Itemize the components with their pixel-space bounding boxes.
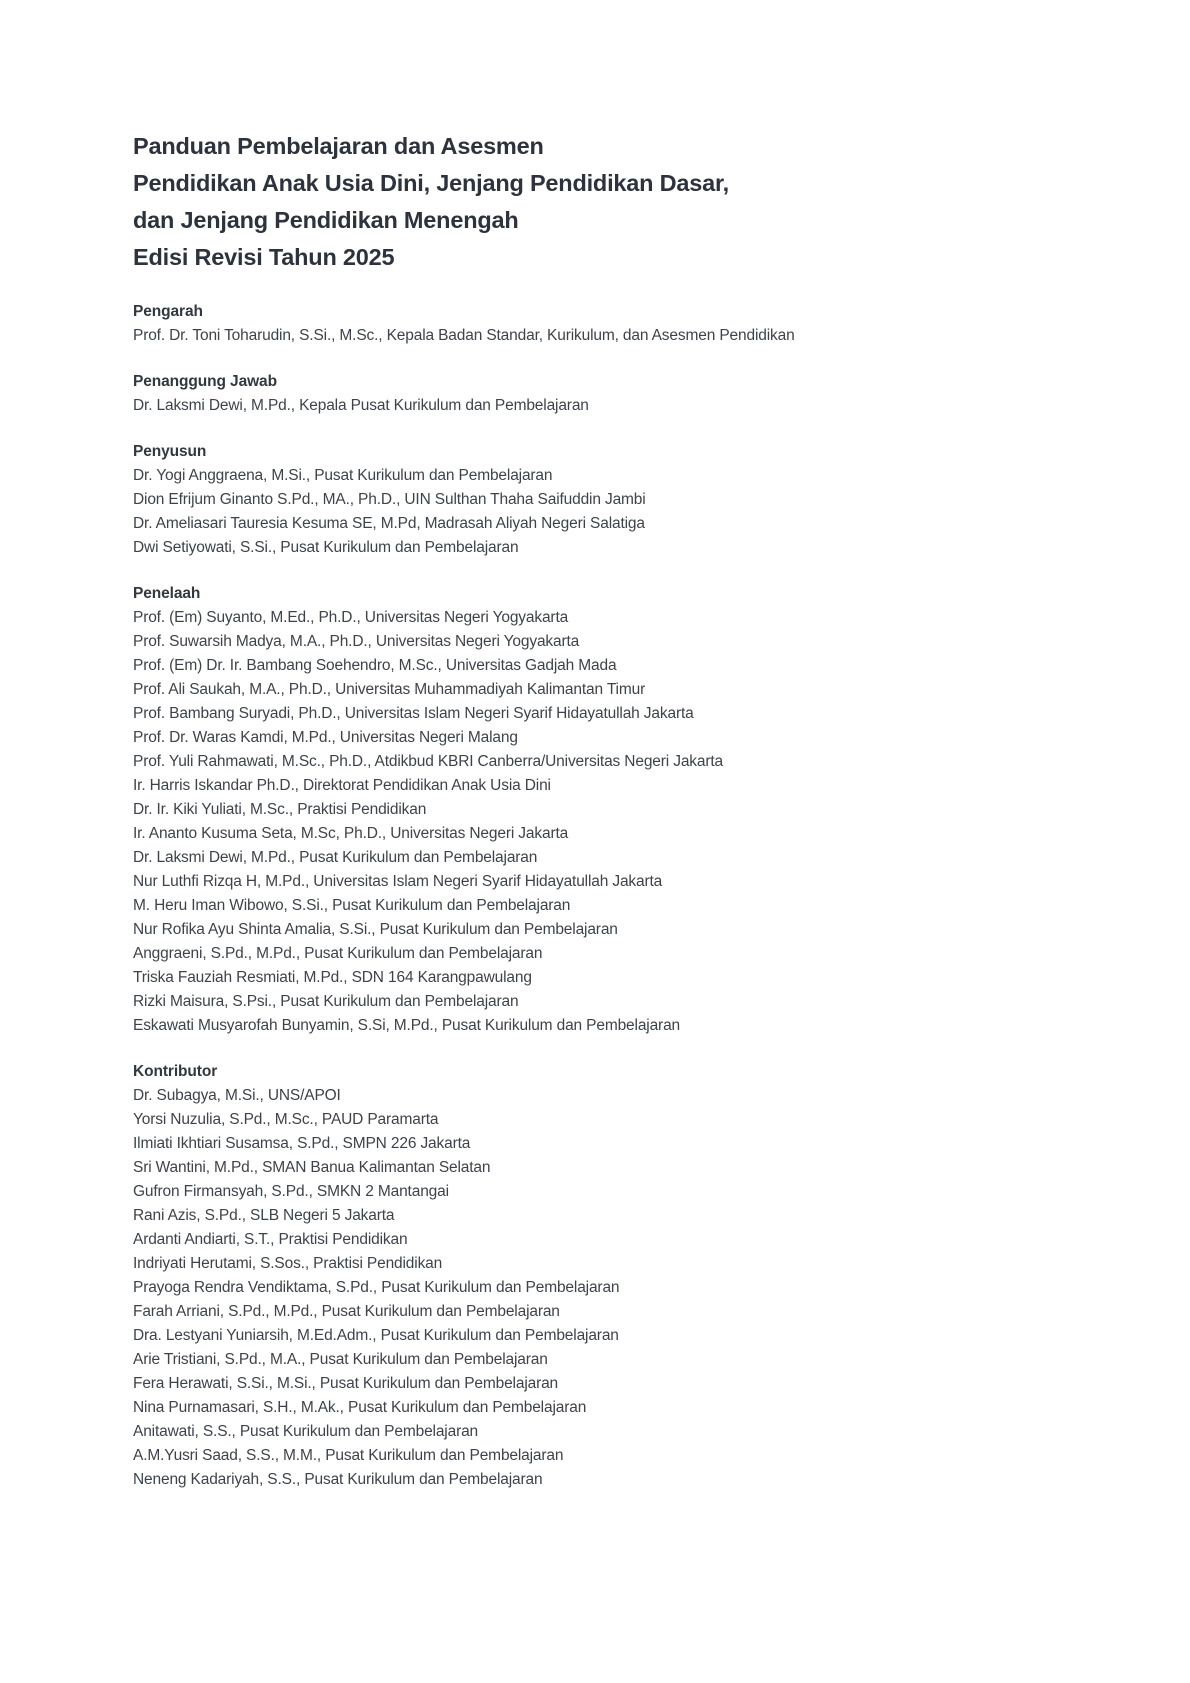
credits-section	[133, 440, 1083, 560]
credits-section	[133, 300, 1083, 348]
credit-line: Dr. Laksmi Dewi, M.Pd., Pusat Kurikulum dan Pembelajaran	[133, 849, 538, 866]
credit-line: Nur Luthfi Rizqa H, M.Pd., Universitas Islam Negeri Syarif Hidayatullah Jakarta	[133, 873, 663, 890]
credit-line: Neneng Kadariyah, S.S., Pusat Kurikulum dan Pembelajaran	[133, 1471, 543, 1488]
credit-line: Dr. Subagya, M.Si., UNS/APOI	[133, 1087, 341, 1104]
title-line: Pendidikan Anak Usia Dini, Jenjang Pendidikan Dasar,	[133, 170, 729, 196]
section-heading: Penanggung Jawab	[133, 373, 277, 390]
credit-line: Prof. Dr. Waras Kamdi, M.Pd., Universitas Negeri Malang	[133, 729, 518, 746]
credit-line: Ilmiati Ikhtiari Susamsa, S.Pd., SMPN 226 Jakarta	[133, 1135, 471, 1152]
credits-section	[133, 582, 1083, 1038]
credit-line: Prof. Dr. Toni Toharudin, S.Si., M.Sc., Kepala Badan Standar, Kurikulum, dan Asesmen Pendidikan	[133, 327, 795, 344]
credit-line: Dwi Setiyowati, S.Si., Pusat Kurikulum dan Pembelajaran	[133, 539, 519, 556]
credit-line: Prof. Bambang Suryadi, Ph.D., Universitas Islam Negeri Syarif Hidayatullah Jakarta	[133, 705, 694, 722]
credit-line: A.M.Yusri Saad, S.S., M.M., Pusat Kurikulum dan Pembelajaran	[133, 1447, 564, 1464]
page-content	[133, 128, 1083, 1514]
credit-line: Yorsi Nuzulia, S.Pd., M.Sc., PAUD Paramarta	[133, 1111, 439, 1128]
credit-line: Sri Wantini, M.Pd., SMAN Banua Kalimantan Selatan	[133, 1159, 491, 1176]
credit-line: Nina Purnamasari, S.H., M.Ak., Pusat Kurikulum dan Pembelajaran	[133, 1399, 587, 1416]
credit-line: Rani Azis, S.Pd., SLB Negeri 5 Jakarta	[133, 1207, 395, 1224]
credit-line: Anitawati, S.S., Pusat Kurikulum dan Pembelajaran	[133, 1423, 479, 1440]
credit-line: M. Heru Iman Wibowo, S.Si., Pusat Kurikulum dan Pembelajaran	[133, 897, 571, 914]
credit-line: Fera Herawati, S.Si., M.Si., Pusat Kurikulum dan Pembelajaran	[133, 1375, 559, 1392]
credit-line: Dr. Ameliasari Tauresia Kesuma SE, M.Pd, Madrasah Aliyah Negeri Salatiga	[133, 515, 645, 532]
credits-section	[133, 370, 1083, 418]
section-heading: Kontributor	[133, 1063, 218, 1080]
credit-line: Prof. Ali Saukah, M.A., Ph.D., Universitas Muhammadiyah Kalimantan Timur	[133, 681, 646, 698]
credit-line: Dr. Laksmi Dewi, M.Pd., Kepala Pusat Kurikulum dan Pembelajaran	[133, 397, 589, 414]
credits-section	[133, 1060, 1083, 1492]
document-title	[133, 128, 1083, 276]
credit-line: Triska Fauziah Resmiati, M.Pd., SDN 164 Karangpawulang	[133, 969, 532, 986]
credit-line: Gufron Firmansyah, S.Pd., SMKN 2 Mantangai	[133, 1183, 449, 1200]
credit-line: Ardanti Andiarti, S.T., Praktisi Pendidikan	[133, 1231, 408, 1248]
credit-line: Dra. Lestyani Yuniarsih, M.Ed.Adm., Pusat Kurikulum dan Pembelajaran	[133, 1327, 619, 1344]
credit-line: Dion Efrijum Ginanto S.Pd., MA., Ph.D., UIN Sulthan Thaha Saifuddin Jambi	[133, 491, 646, 508]
credit-line: Prof. Yuli Rahmawati, M.Sc., Ph.D., Atdikbud KBRI Canberra/Universitas Negeri Jakarta	[133, 753, 723, 770]
title-line: dan Jenjang Pendidikan Menengah	[133, 207, 519, 233]
title-line: Panduan Pembelajaran dan Asesmen	[133, 133, 544, 159]
credits-sections	[133, 300, 1083, 1492]
credit-line: Dr. Ir. Kiki Yuliati, M.Sc., Praktisi Pendidikan	[133, 801, 427, 818]
credit-line: Arie Tristiani, S.Pd., M.A., Pusat Kurikulum dan Pembelajaran	[133, 1351, 548, 1368]
credit-line: Ir. Ananto Kusuma Seta, M.Sc, Ph.D., Universitas Negeri Jakarta	[133, 825, 569, 842]
credit-line: Prof. Suwarsih Madya, M.A., Ph.D., Universitas Negeri Yogyakarta	[133, 633, 580, 650]
title-line: Edisi Revisi Tahun 2025	[133, 244, 395, 270]
credit-line: Ir. Harris Iskandar Ph.D., Direktorat Pendidikan Anak Usia Dini	[133, 777, 551, 794]
credit-line: Anggraeni, S.Pd., M.Pd., Pusat Kurikulum dan Pembelajaran	[133, 945, 543, 962]
credit-line: Prayoga Rendra Vendiktama, S.Pd., Pusat Kurikulum dan Pembelajaran	[133, 1279, 620, 1296]
section-heading: Penyusun	[133, 443, 207, 460]
credit-line: Rizki Maisura, S.Psi., Pusat Kurikulum dan Pembelajaran	[133, 993, 519, 1010]
section-heading: Penelaah	[133, 585, 201, 602]
credit-line: Farah Arriani, S.Pd., M.Pd., Pusat Kurikulum dan Pembelajaran	[133, 1303, 560, 1320]
credit-line: Eskawati Musyarofah Bunyamin, S.Si, M.Pd., Pusat Kurikulum dan Pembelajaran	[133, 1017, 681, 1034]
credit-line: Prof. (Em) Dr. Ir. Bambang Soehendro, M.Sc., Universitas Gadjah Mada	[133, 657, 617, 674]
credit-line: Indriyati Herutami, S.Sos., Praktisi Pendidikan	[133, 1255, 443, 1272]
credit-line: Prof. (Em) Suyanto, M.Ed., Ph.D., Universitas Negeri Yogyakarta	[133, 609, 569, 626]
credit-line: Dr. Yogi Anggraena, M.Si., Pusat Kurikulum dan Pembelajaran	[133, 467, 553, 484]
credit-line: Nur Rofika Ayu Shinta Amalia, S.Si., Pusat Kurikulum dan Pembelajaran	[133, 921, 618, 938]
section-heading: Pengarah	[133, 303, 203, 320]
